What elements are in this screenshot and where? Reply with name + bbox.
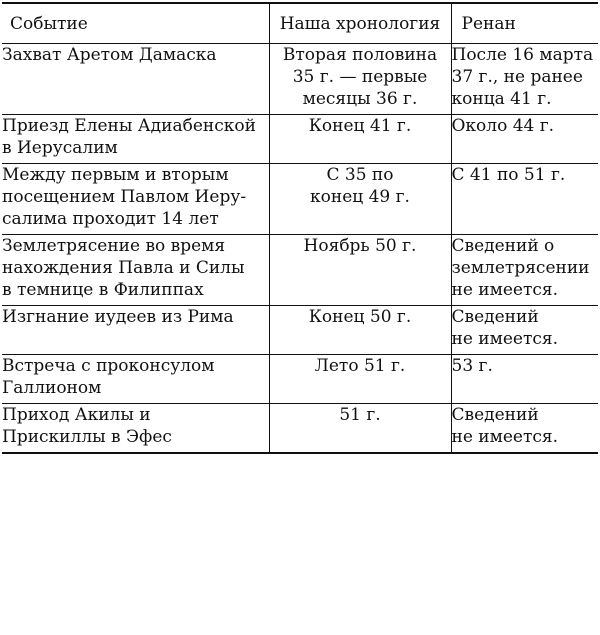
our-date-cell: Конец 50 г. [269, 306, 451, 355]
our-date-cell: С 35 по конец 49 г. [269, 164, 451, 235]
event-cell: Встреча с проконсулом Галлионом [2, 355, 269, 404]
header-our-chronology: Наша хронология [269, 3, 451, 44]
event-cell: Между первым и вторым посещением Павлом Иеру- салима проходит 14 лет [2, 164, 269, 235]
renan-date-cell: Сведений о землетрясении не имеется. [451, 235, 598, 306]
our-date-cell: Лето 51 г. [269, 355, 451, 404]
our-date-cell: Конец 41 г. [269, 115, 451, 164]
renan-date-cell: Около 44 г. [451, 115, 598, 164]
renan-date-cell: 53 г. [451, 355, 598, 404]
chronology-table [2, 2, 598, 454]
header-renan: Ренан [451, 3, 598, 44]
header-row [2, 3, 598, 44]
header-event: Событие [2, 3, 269, 44]
table-row [2, 115, 598, 164]
table-row [2, 44, 598, 115]
table-row [2, 306, 598, 355]
renan-date-cell: Сведений не имеется. [451, 404, 598, 454]
renan-date-cell: Сведений не имеется. [451, 306, 598, 355]
event-cell: Приход Акилы и Прискиллы в Эфес [2, 404, 269, 454]
event-cell: Изгнание иудеев из Рима [2, 306, 269, 355]
our-date-cell: Вторая половина 35 г. — первые месяцы 36 г. [269, 44, 451, 115]
our-date-cell: 51 г. [269, 404, 451, 454]
event-cell: Приезд Елены Адиабенской в Иерусалим [2, 115, 269, 164]
renan-date-cell: С 41 по 51 г. [451, 164, 598, 235]
table-row [2, 235, 598, 306]
event-cell: Захват Аретом Дамаска [2, 44, 269, 115]
our-date-cell: Ноябрь 50 г. [269, 235, 451, 306]
event-cell: Землетрясение во время нахождения Павла и Силы в темнице в Филиппах [2, 235, 269, 306]
renan-date-cell: После 16 марта 37 г., не ранее конца 41 г. [451, 44, 598, 115]
table-row [2, 404, 598, 454]
table-row [2, 355, 598, 404]
table-row [2, 164, 598, 235]
